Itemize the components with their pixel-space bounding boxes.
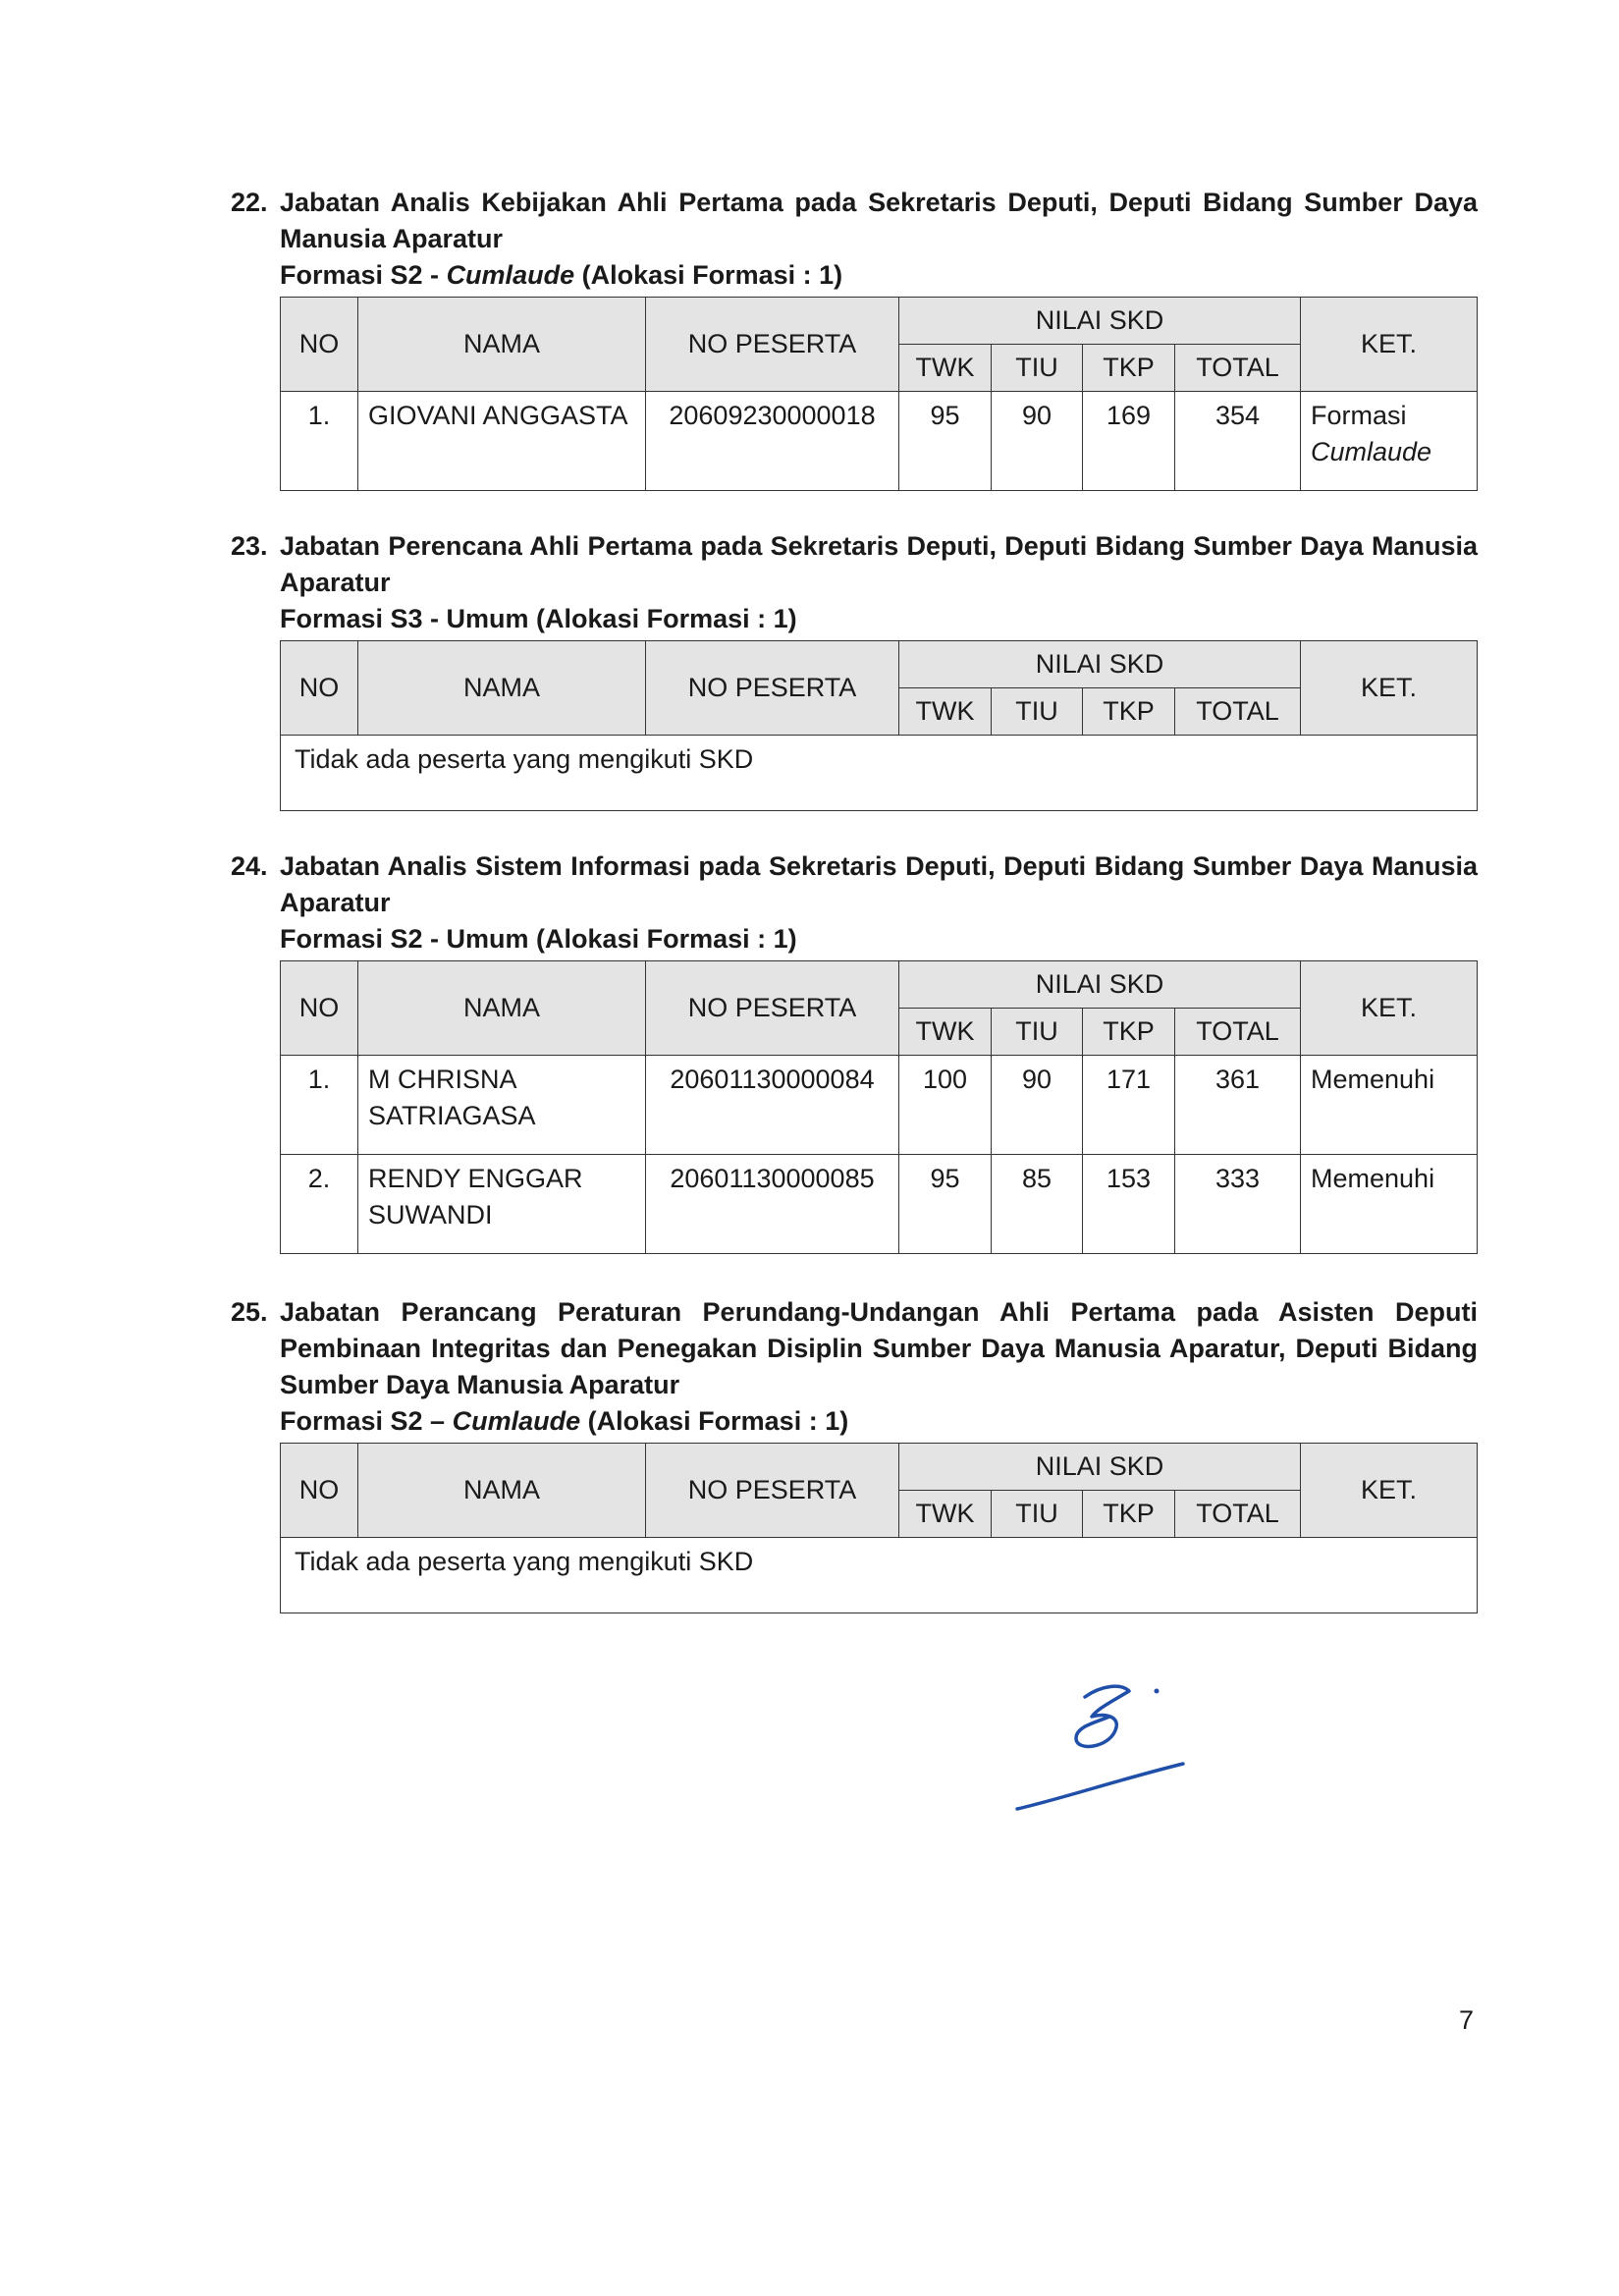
col-twk-header: TWK [899, 1009, 992, 1056]
col-tkp-header: TKP [1083, 1491, 1175, 1538]
cell-twk: 95 [899, 1155, 992, 1254]
skd-table [280, 1443, 1478, 1613]
cell-twk: 95 [899, 392, 992, 491]
section-title: Jabatan Analis Sistem Informasi pada Sekretaris Deputi, Deputi Bidang Sumber Daya Manusia Aparatur [280, 851, 1478, 917]
section-number: 23. [231, 531, 268, 561]
col-tkp-header: TKP [1083, 345, 1175, 392]
col-no-header: NO [281, 641, 358, 736]
empty-note: Tidak ada peserta yang mengikuti SKD [281, 1538, 1478, 1613]
cell-tkp: 169 [1083, 392, 1175, 491]
cell-total: 361 [1175, 1056, 1301, 1155]
col-twk-header: TWK [899, 345, 992, 392]
col-nama-header: NAMA [358, 961, 646, 1056]
table-row [281, 1155, 1478, 1254]
section-22 [231, 185, 1478, 491]
col-nama-header: NAMA [358, 1444, 646, 1538]
cell-no: 1. [281, 392, 358, 491]
skd-table [280, 960, 1478, 1254]
col-tkp-header: TKP [1083, 688, 1175, 736]
col-tiu-header: TIU [992, 1491, 1083, 1538]
table-row [281, 1056, 1478, 1155]
cell-ket: Memenuhi [1301, 1056, 1478, 1155]
cell-no: 1. [281, 1056, 358, 1155]
col-tiu-header: TIU [992, 1009, 1083, 1056]
cell-no: 2. [281, 1155, 358, 1254]
section-number: 25. [231, 1297, 268, 1327]
skd-table [280, 297, 1478, 491]
cell-tiu: 90 [992, 392, 1083, 491]
col-twk-header: TWK [899, 688, 992, 736]
skd-table [280, 640, 1478, 811]
cell-twk: 100 [899, 1056, 992, 1155]
table-row [281, 1538, 1478, 1613]
col-no-header: NO [281, 1444, 358, 1538]
cell-total: 354 [1175, 392, 1301, 491]
cell-no-peserta: 20601130000085 [646, 1155, 899, 1254]
col-nilai-skd-header: NILAI SKD [899, 1444, 1301, 1491]
col-ket-header: KET. [1301, 1444, 1478, 1538]
formasi-line: Formasi S2 – Cumlaude (Alokasi Formasi : 1) [280, 1406, 849, 1436]
col-tiu-header: TIU [992, 688, 1083, 736]
cell-total: 333 [1175, 1155, 1301, 1254]
col-total-header: TOTAL [1175, 688, 1301, 736]
section-heading [231, 185, 1478, 294]
cell-tiu: 90 [992, 1056, 1083, 1155]
col-ket-header: KET. [1301, 298, 1478, 392]
cell-no-peserta: 20601130000084 [646, 1056, 899, 1155]
table-row [281, 392, 1478, 491]
section-23 [231, 528, 1478, 811]
formasi-line: Formasi S2 - Umum (Alokasi Formasi : 1) [280, 924, 797, 954]
section-number: 22. [231, 188, 268, 217]
cell-no-peserta: 20609230000018 [646, 392, 899, 491]
col-nilai-skd-header: NILAI SKD [899, 961, 1301, 1009]
cell-tiu: 85 [992, 1155, 1083, 1254]
col-no-peserta-header: NO PESERTA [646, 1444, 899, 1538]
cell-tkp: 153 [1083, 1155, 1175, 1254]
section-heading [231, 528, 1478, 637]
col-ket-header: KET. [1301, 961, 1478, 1056]
section-heading [231, 1294, 1478, 1440]
empty-note: Tidak ada peserta yang mengikuti SKD [281, 736, 1478, 811]
col-nilai-skd-header: NILAI SKD [899, 641, 1301, 688]
section-heading [231, 848, 1478, 957]
col-total-header: TOTAL [1175, 1491, 1301, 1538]
col-no-header: NO [281, 298, 358, 392]
cell-tkp: 171 [1083, 1056, 1175, 1155]
signature-initial [1011, 1669, 1198, 1836]
col-total-header: TOTAL [1175, 345, 1301, 392]
col-ket-header: KET. [1301, 641, 1478, 736]
col-tiu-header: TIU [992, 345, 1083, 392]
formasi-line: Formasi S3 - Umum (Alokasi Formasi : 1) [280, 604, 797, 633]
cell-nama: M CHRISNA SATRIAGASA [358, 1056, 646, 1155]
col-no-peserta-header: NO PESERTA [646, 961, 899, 1056]
cell-nama: GIOVANI ANGGASTA [358, 392, 646, 491]
section-title: Jabatan Analis Kebijakan Ahli Pertama pada Sekretaris Deputi, Deputi Bidang Sumber Daya Manusia Aparatur [280, 188, 1478, 253]
section-number: 24. [231, 851, 268, 881]
section-title: Jabatan Perancang Peraturan Perundang-Undangan Ahli Pertama pada Asisten Deputi Pembinaan Integritas dan Penegakan Disiplin Sumber Daya Manusia Aparatur, Deputi Bidang Sumber Daya Manusia Aparatur [280, 1297, 1478, 1399]
table-row [281, 736, 1478, 811]
col-nilai-skd-header: NILAI SKD [899, 298, 1301, 345]
col-nama-header: NAMA [358, 298, 646, 392]
col-no-peserta-header: NO PESERTA [646, 298, 899, 392]
cell-nama: RENDY ENGGAR SUWANDI [358, 1155, 646, 1254]
col-tkp-header: TKP [1083, 1009, 1175, 1056]
section-24 [231, 848, 1478, 1254]
col-no-peserta-header: NO PESERTA [646, 641, 899, 736]
col-nama-header: NAMA [358, 641, 646, 736]
cell-ket: Formasi Cumlaude [1301, 392, 1478, 491]
section-title: Jabatan Perencana Ahli Pertama pada Sekretaris Deputi, Deputi Bidang Sumber Daya Manusia Aparatur [280, 531, 1478, 597]
col-no-header: NO [281, 961, 358, 1056]
page-number: 7 [1459, 2005, 1475, 2035]
section-25 [231, 1294, 1478, 1613]
col-total-header: TOTAL [1175, 1009, 1301, 1056]
col-twk-header: TWK [899, 1491, 992, 1538]
formasi-line: Formasi S2 - Cumlaude (Alokasi Formasi : 1) [280, 260, 843, 290]
cell-ket: Memenuhi [1301, 1155, 1478, 1254]
